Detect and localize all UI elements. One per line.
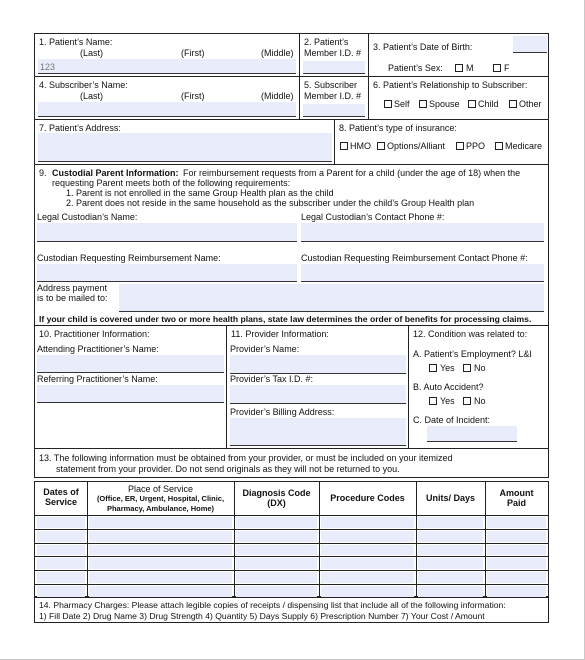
provider-billing-address-label: Provider’s Billing Address: bbox=[230, 407, 335, 417]
table-cell[interactable] bbox=[418, 572, 483, 583]
section-11-provider bbox=[226, 325, 409, 449]
table-cell[interactable] bbox=[487, 586, 546, 597]
table-cell[interactable] bbox=[89, 572, 232, 583]
table-cell[interactable] bbox=[321, 572, 414, 583]
insurance-medicare-label: Medicare bbox=[505, 141, 543, 151]
table-row-divider bbox=[35, 584, 548, 585]
header-dates-of-service bbox=[35, 487, 87, 507]
table-cell[interactable] bbox=[236, 572, 317, 583]
sex-label: Patient’s Sex: bbox=[388, 63, 443, 73]
legal-custodian-name-field[interactable] bbox=[37, 223, 297, 242]
custodial-requirement-2: 2. Parent does not reside in the same household as the subscriber under the child’s Group Health plan bbox=[66, 198, 475, 208]
auto-accident-yes-label: Yes bbox=[440, 396, 455, 406]
header-place-sub2: Pharmacy, Ambulance, Home) bbox=[106, 504, 215, 513]
employment-yes-label: Yes bbox=[440, 363, 455, 373]
header-dates-main: Dates of bbox=[43, 487, 79, 497]
header-diagnosis-main: Diagnosis Code bbox=[242, 488, 311, 498]
table-cell[interactable] bbox=[236, 545, 317, 556]
relationship-self-checkbox[interactable] bbox=[384, 100, 392, 108]
condition-label: 12. Condition was related to: bbox=[413, 329, 528, 339]
relationship-spouse-label: Spouse bbox=[429, 99, 460, 109]
payment-address-label-1: Address payment bbox=[37, 283, 108, 293]
sex-m-checkbox[interactable] bbox=[455, 64, 463, 72]
employment-no-checkbox[interactable] bbox=[463, 364, 471, 372]
provider-billing-address-field[interactable] bbox=[230, 418, 406, 446]
patient-address-field[interactable] bbox=[38, 133, 332, 162]
table-cell[interactable] bbox=[89, 558, 232, 569]
practitioner-info-label: 10. Practitioner Information: bbox=[39, 329, 150, 339]
patient-member-id-label-2: Member I.D. # bbox=[304, 48, 362, 58]
table-row-divider bbox=[35, 529, 548, 530]
custodial-number: 9. bbox=[39, 168, 47, 178]
table-column-divider bbox=[319, 482, 320, 596]
section-1-patient-name bbox=[34, 33, 300, 77]
sex-m-label: M bbox=[466, 63, 474, 73]
header-amount-paid bbox=[485, 488, 548, 508]
table-cell[interactable] bbox=[37, 572, 85, 583]
legal-custodian-phone-field[interactable] bbox=[301, 223, 544, 242]
table-cell[interactable] bbox=[487, 531, 546, 542]
section-3-dob-sex bbox=[368, 33, 549, 77]
provider-info-label: 11. Provider Information: bbox=[231, 329, 329, 339]
employment-question: A. Patient’s Employment? L&I bbox=[413, 349, 532, 359]
pharmacy-instructions-1: 14. Pharmacy Charges: Please attach legible copies of receipts / dispensing list that include all of the following information: bbox=[39, 600, 506, 610]
table-column-divider bbox=[416, 482, 417, 596]
header-units-main: Units/ Days bbox=[425, 493, 476, 503]
table-cell[interactable] bbox=[487, 572, 546, 583]
table-cell[interactable] bbox=[236, 558, 317, 569]
auto-accident-no-checkbox[interactable] bbox=[463, 397, 471, 405]
custodial-intro-1: For reimbursement requests from a Parent for a child (under the age of 18) when the bbox=[183, 168, 521, 178]
patient-name-value: 123 bbox=[40, 62, 56, 72]
date-of-incident-field[interactable] bbox=[427, 426, 517, 442]
referring-practitioner-field[interactable] bbox=[37, 385, 224, 403]
requesting-custodian-phone-label: Custodian Requesting Reimbursement Contact Phone #: bbox=[301, 253, 528, 263]
relationship-child-checkbox[interactable] bbox=[468, 100, 476, 108]
section-12-condition bbox=[408, 325, 549, 449]
table-row-divider bbox=[35, 556, 548, 557]
table-cell[interactable] bbox=[236, 531, 317, 542]
insurance-ppo-checkbox[interactable] bbox=[456, 142, 464, 150]
date-of-incident-label: C. Date of Incident: bbox=[413, 415, 491, 425]
insurance-hmo-label: HMO bbox=[350, 141, 371, 151]
table-column-divider bbox=[234, 482, 235, 596]
insurance-type-label: 8. Patient’s type of insurance: bbox=[339, 123, 457, 133]
table-cell[interactable] bbox=[89, 531, 232, 542]
subscriber-last-hint: (Last) bbox=[80, 91, 104, 101]
payment-address-field[interactable] bbox=[119, 284, 544, 312]
table-row-divider bbox=[35, 570, 548, 571]
patient-address-label: 7. Patient’s Address: bbox=[39, 123, 121, 133]
table-cell[interactable] bbox=[321, 517, 414, 528]
relationship-spouse-checkbox[interactable] bbox=[419, 100, 427, 108]
table-cell[interactable] bbox=[37, 531, 85, 542]
section-8-insurance-type bbox=[334, 119, 549, 165]
table-cell[interactable] bbox=[418, 558, 483, 569]
relationship-self-label: Self bbox=[394, 99, 410, 109]
table-cell[interactable] bbox=[418, 586, 483, 597]
custodial-requirement-1: 1. Parent is not enrolled in the same Group Health plan as the child bbox=[66, 188, 334, 198]
dob-field[interactable] bbox=[513, 36, 547, 53]
table-row-divider bbox=[35, 543, 548, 544]
table-cell[interactable] bbox=[321, 558, 414, 569]
referring-practitioner-label: Referring Practitioner’s Name: bbox=[37, 374, 158, 384]
table-cell[interactable] bbox=[236, 517, 317, 528]
insurance-medicare-checkbox[interactable] bbox=[495, 142, 503, 150]
table-column-divider bbox=[87, 482, 88, 596]
table-cell[interactable] bbox=[37, 558, 85, 569]
legal-custodian-phone-label: Legal Custodian’s Contact Phone #: bbox=[301, 212, 445, 222]
header-diagnosis-code bbox=[234, 488, 319, 508]
legal-custodian-name-label: Legal Custodian’s Name: bbox=[37, 212, 138, 222]
provider-tax-id-label: Provider’s Tax I.D. #: bbox=[230, 374, 314, 384]
table-header-divider bbox=[35, 515, 548, 516]
section-14-pharmacy bbox=[34, 597, 549, 623]
pharmacy-instructions-2: 1) Fill Date 2) Drug Name 3) Drug Strength 4) Quantity 5) Days Supply 6) Prescription Number 7) Your Cost / Amount bbox=[39, 611, 485, 621]
table-column-divider bbox=[485, 482, 486, 596]
header-procedure-codes bbox=[319, 493, 416, 503]
table-cell[interactable] bbox=[321, 531, 414, 542]
relationship-other-checkbox[interactable] bbox=[509, 100, 517, 108]
patient-name-label: 1. Patient’s Name: bbox=[39, 37, 113, 47]
section-13-services bbox=[34, 448, 549, 478]
attending-practitioner-field[interactable] bbox=[37, 355, 224, 373]
table-cell[interactable] bbox=[89, 586, 232, 597]
section-4-subscriber-name bbox=[34, 76, 300, 120]
table-cell[interactable] bbox=[418, 545, 483, 556]
table-cell[interactable] bbox=[487, 545, 546, 556]
patient-last-hint: (Last) bbox=[80, 48, 104, 58]
custodial-intro-2: requesting Parent meets both of the following requirements: bbox=[52, 178, 291, 188]
table-cell[interactable] bbox=[89, 545, 232, 556]
subscriber-middle-hint: (Middle) bbox=[261, 91, 294, 101]
auto-accident-no-label: No bbox=[474, 396, 486, 406]
section-6-relationship bbox=[368, 76, 549, 120]
table-cell[interactable] bbox=[37, 517, 85, 528]
services-instructions-1: 13. The following information must be obtained from your provider, or must be included on your itemized bbox=[39, 453, 453, 463]
table-cell[interactable] bbox=[37, 545, 85, 556]
header-diagnosis-sub: (DX) bbox=[267, 498, 286, 508]
header-procedure-main: Procedure Codes bbox=[330, 493, 405, 503]
sex-f-checkbox[interactable] bbox=[493, 64, 501, 72]
patient-member-id-label-1: 2. Patient’s bbox=[304, 37, 349, 47]
services-table bbox=[34, 481, 549, 597]
table-cell[interactable] bbox=[89, 517, 232, 528]
employment-yes-checkbox[interactable] bbox=[429, 364, 437, 372]
custodial-title: Custodial Parent Information: bbox=[52, 168, 179, 178]
subscriber-name-field[interactable] bbox=[38, 102, 296, 117]
header-units-days bbox=[416, 493, 485, 503]
relationship-label: 6. Patient’s Relationship to Subscriber: bbox=[373, 80, 528, 90]
relationship-other-label: Other bbox=[519, 99, 542, 109]
provider-tax-id-field[interactable] bbox=[230, 385, 406, 404]
requesting-custodian-phone-field[interactable] bbox=[301, 264, 544, 282]
table-cell[interactable] bbox=[236, 586, 317, 597]
section-2-patient-member-id bbox=[299, 33, 369, 77]
sex-f-label: F bbox=[504, 63, 510, 73]
header-place-of-service bbox=[87, 484, 234, 514]
insurance-hmo-checkbox[interactable] bbox=[340, 142, 348, 150]
header-place-sub: (Office, ER, Urgent, Hospital, Clinic, bbox=[96, 494, 225, 503]
table-cell[interactable] bbox=[321, 545, 414, 556]
table-cell[interactable] bbox=[321, 586, 414, 597]
patient-middle-hint: (Middle) bbox=[261, 48, 294, 58]
insurance-options-alliant-label: Options/Alliant bbox=[387, 141, 446, 151]
table-cell[interactable] bbox=[418, 531, 483, 542]
table-cell[interactable] bbox=[487, 558, 546, 569]
section-7-patient-address bbox=[34, 119, 335, 165]
patient-name-field[interactable] bbox=[38, 59, 296, 74]
subscriber-member-id-label-1: 5. Subscriber bbox=[304, 80, 358, 90]
payment-address-label-2: is to be mailed to: bbox=[37, 293, 108, 303]
header-amount-sub: Paid bbox=[506, 498, 526, 508]
header-place-main: Place of Service bbox=[127, 484, 194, 494]
table-cell[interactable] bbox=[37, 586, 85, 597]
subscriber-first-hint: (First) bbox=[181, 91, 205, 101]
insurance-options-alliant-checkbox[interactable] bbox=[377, 142, 385, 150]
dob-label: 3. Patient’s Date of Birth: bbox=[373, 42, 473, 52]
subscriber-member-id-label-2: Member I.D. # bbox=[304, 91, 362, 101]
table-cell[interactable] bbox=[418, 517, 483, 528]
attending-practitioner-label: Attending Practitioner’s Name: bbox=[37, 344, 159, 354]
section-9-custodial-parent bbox=[34, 164, 549, 326]
auto-accident-question: B. Auto Accident? bbox=[413, 382, 484, 392]
patient-member-id-field[interactable] bbox=[303, 61, 365, 74]
patient-first-hint: (First) bbox=[181, 48, 205, 58]
requesting-custodian-name-field[interactable] bbox=[37, 264, 297, 282]
coordination-of-benefits-notice: If your child is covered under two or more health plans, state law determines the order of benefits for processing claims. bbox=[39, 314, 532, 324]
provider-name-label: Provider’s Name: bbox=[230, 344, 300, 354]
header-amount-main: Amount bbox=[499, 488, 534, 498]
section-10-practitioner bbox=[34, 325, 227, 449]
header-dates-sub: Service bbox=[44, 497, 78, 507]
subscriber-member-id-field[interactable] bbox=[303, 104, 365, 117]
auto-accident-yes-checkbox[interactable] bbox=[429, 397, 437, 405]
table-cell[interactable] bbox=[487, 517, 546, 528]
subscriber-name-label: 4. Subscriber’s Name: bbox=[39, 80, 128, 90]
provider-name-field[interactable] bbox=[230, 355, 406, 374]
employment-no-label: No bbox=[474, 363, 486, 373]
section-5-subscriber-member-id bbox=[299, 76, 369, 120]
relationship-child-label: Child bbox=[478, 99, 499, 109]
insurance-ppo-label: PPO bbox=[466, 141, 486, 151]
services-instructions-2: statement from your provider. Do not send originals as they will not be returned to you. bbox=[56, 464, 400, 474]
requesting-custodian-name-label: Custodian Requesting Reimbursement Name: bbox=[37, 253, 221, 263]
